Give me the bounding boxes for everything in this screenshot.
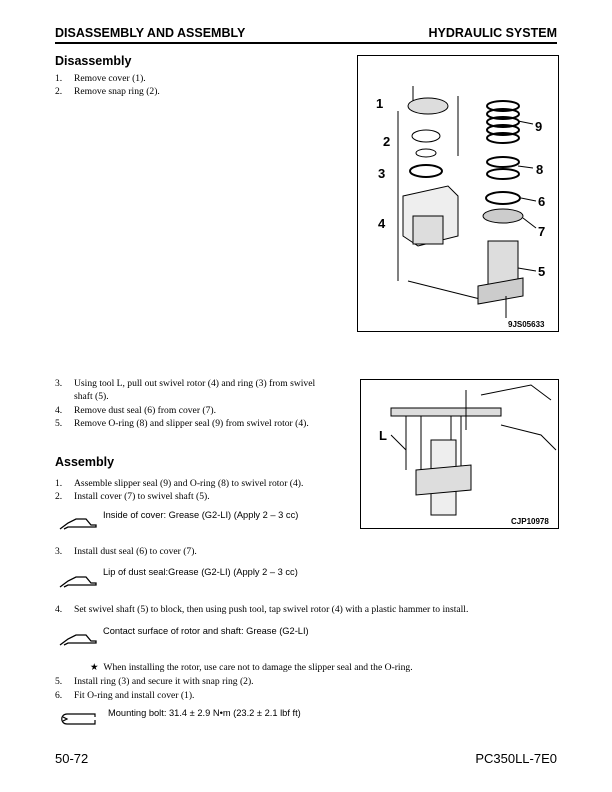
grease-gun-icon xyxy=(58,573,98,589)
figure-code: CJP10978 xyxy=(511,517,549,526)
page-number: 50-72 xyxy=(55,751,89,766)
torque-spec: Mounting bolt: 31.4 ± 2.9 N•m (23.2 ± 2.1 lbf ft) xyxy=(108,708,301,718)
callout-2: 2 xyxy=(383,134,391,149)
header-section-title: DISASSEMBLY AND ASSEMBLY xyxy=(55,26,246,40)
callout-6: 6 xyxy=(538,194,546,209)
grease-note-rotor-shaft: Contact surface of rotor and shaft: Grease (G2-LI) xyxy=(103,626,309,636)
disassembly-steps-b: 3. Using tool L, pull out swivel rotor (4) and ring (3) from swivel shaft (5). 4. Remove dust seal (6) from cover (7). 5. Remove O-ring (8) and slipper seal (9) from swivel rotor (4). xyxy=(55,378,316,429)
model-code: PC350LL-7E0 xyxy=(475,751,557,766)
grease-gun-icon xyxy=(58,515,98,531)
tool-usage-figure xyxy=(360,379,559,529)
grease-note-dust-seal: Lip of dust seal:Grease (G2-LI) (Apply 2 – 3 cc) xyxy=(103,567,298,577)
callout-7: 7 xyxy=(538,224,546,239)
puller-tool-drawing xyxy=(361,380,558,528)
caution-note: ★ When installing the rotor, use care not to damage the slipper seal and the O-ring. xyxy=(90,662,413,673)
disassembly-heading: Disassembly xyxy=(55,54,132,68)
callout-3: 3 xyxy=(378,166,386,181)
figure-code: 9JS05633 xyxy=(508,320,545,329)
exploded-view-figure xyxy=(357,55,559,332)
grease-gun-icon xyxy=(58,631,98,647)
assembly-heading: Assembly xyxy=(55,455,115,469)
grease-note-cover: Inside of cover: Grease (G2-LI) (Apply 2 – 3 cc) xyxy=(103,510,299,520)
callout-8: 8 xyxy=(536,162,544,177)
tool-label-l: L xyxy=(379,428,387,443)
callout-9: 9 xyxy=(535,119,543,134)
header-rule xyxy=(55,42,557,44)
callout-4: 4 xyxy=(378,216,386,231)
swivel-joint-exploded-drawing xyxy=(358,56,558,331)
disassembly-steps-a: 1. Remove cover (1). 2. Remove snap ring (2). xyxy=(55,73,160,97)
star-icon: ★ xyxy=(90,662,99,673)
wrench-torque-icon xyxy=(57,711,97,727)
callout-1: 1 xyxy=(376,96,384,111)
callout-5: 5 xyxy=(538,264,546,279)
header-chapter-title: HYDRAULIC SYSTEM xyxy=(428,26,557,40)
